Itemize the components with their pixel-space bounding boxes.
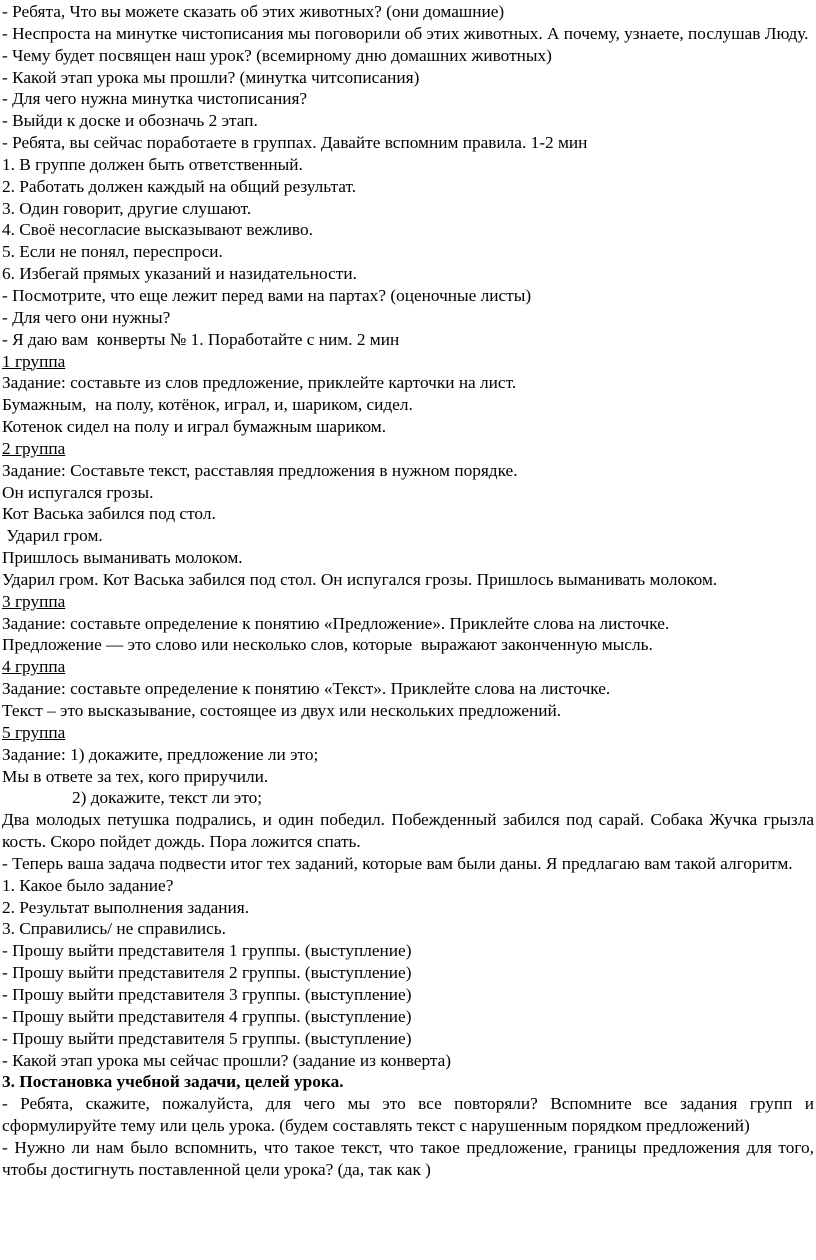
text-line: Ударил гром. Кот Васька забился под стол. Он испугался грозы. Пришлось выманивать молоком. <box>2 569 718 589</box>
text-paragraph: - Ребята, скажите, пожалуйста, для чего мы это все повторяли? Вспомните все задания групп и сформулируйте тему или цель урока. (будем составлять текст с нарушенным порядком предложений) <box>2 1094 814 1136</box>
algorithm-item: 3. Справились/ не справились. <box>2 919 226 939</box>
algorithm-item: 2. Результат выполнения задания. <box>2 897 250 917</box>
text-line: Ударил гром. <box>2 526 103 546</box>
text-line: - Прошу выйти представителя 4 группы. (выступление) <box>2 1006 412 1026</box>
text-line: Предложение — это слово или несколько слов, которые выражают законченную мысль. <box>2 635 653 655</box>
text-line: Мы в ответе за тех, кого приручили. <box>2 766 269 786</box>
task-line: Задание: Составьте текст, расставляя предложения в нужном порядке. <box>2 460 518 480</box>
text-line: - Прошу выйти представителя 3 группы. (выступление) <box>2 984 412 1004</box>
text-line: - Какой этап урока мы прошли? (минутка читсописания) <box>2 67 420 87</box>
text-line: - Прошу выйти представителя 1 группы. (выступление) <box>2 941 412 961</box>
text-line: Текст – это высказывание, состоящее из двух или нескольких предложений. <box>2 701 562 720</box>
rule-item: 4. Своё несогласие высказывают вежливо. <box>2 220 313 240</box>
algorithm-item: 1. Какое было задание? <box>2 875 174 895</box>
task-line: Задание: составьте определение к понятию «Предложение». Приклейте слова на листочке. <box>2 613 670 633</box>
group-heading: 5 группа <box>2 722 66 742</box>
text-line: Он испугался грозы. <box>2 482 154 502</box>
rule-item: 3. Один говорит, другие слушают. <box>2 198 252 218</box>
group-heading: 2 группа <box>2 438 66 458</box>
text-paragraph: Два молодых петушка подрались, и один победил. Побежденный забился под сарай. Собака Жучка грызла кость. Скоро пойдет дождь. Пора ложится спать. <box>2 810 814 852</box>
text-line: - Я даю вам конверты № 1. Поработайте с ним. 2 мин <box>2 329 400 349</box>
text-line: - Для чего нужна минутка чистописания? <box>2 89 308 109</box>
task-line: Задание: составьте из слов предложение, приклейте карточки на лист. <box>2 373 517 393</box>
task-line: Задание: составьте определение к понятию «Текст». Приклейте слова на листочке. <box>2 679 611 699</box>
rule-item: 6. Избегай прямых указаний и назидательности. <box>2 264 357 284</box>
text-line: - Прошу выйти представителя 2 группы. (выступление) <box>2 963 412 983</box>
rule-item: 5. Если не понял, переспроси. <box>2 242 223 262</box>
text-line: - Ребята, вы сейчас поработаете в группах. Давайте вспомним правила. 1-2 мин <box>2 133 588 153</box>
text-line: - Ребята, Что вы можете сказать об этих животных? (они домашние) <box>2 2 505 21</box>
rule-item: 1. В группе должен быть ответственный. <box>2 154 303 174</box>
task-line: 2) докажите, текст ли это; <box>72 788 263 808</box>
text-line: Бумажным, на полу, котёнок, играл, и, шариком, сидел. <box>2 395 413 415</box>
text-line: - Для чего они нужны? <box>2 307 171 327</box>
text-paragraph: - Неспроста на минутке чистописания мы поговорили об этих животных. А почему, узнаете, послушав Люду. <box>2 23 809 43</box>
rule-item: 2. Работать должен каждый на общий результат. <box>2 176 357 196</box>
group-heading: 1 группа <box>2 351 66 371</box>
text-line: - Какой этап урока мы сейчас прошли? (задание из конверта) <box>2 1050 452 1070</box>
text-line: - Выйди к доске и обозначь 2 этап. <box>2 111 258 131</box>
section-heading: 3. Постановка учебной задачи, целей урока. <box>2 1072 344 1092</box>
group-heading: 4 группа <box>2 657 66 677</box>
text-line: - Прошу выйти представителя 5 группы. (выступление) <box>2 1028 412 1048</box>
text-line: Пришлось выманивать молоком. <box>2 548 243 568</box>
task-line: Задание: 1) докажите, предложение ли это; <box>2 744 319 764</box>
text-paragraph: - Теперь ваша задача подвести итог тех заданий, которые вам были даны. Я предлагаю вам такой алгоритм. <box>2 853 793 873</box>
text-line: Котенок сидел на полу и играл бумажным шариком. <box>2 417 387 437</box>
text-paragraph: - Нужно ли нам было вспомнить, что такое текст, что такое предложение, границы предложения для того, чтобы достигнуть поставленной цели урока? (да, так как ) <box>2 1137 814 1179</box>
group-heading: 3 группа <box>2 591 66 611</box>
text-line: Кот Васька забился под стол. <box>2 504 216 524</box>
text-line: - Посмотрите, что еще лежит перед вами на партах? (оценочные листы) <box>2 285 532 305</box>
text-line: - Чему будет посвящен наш урок? (всемирному дню домашних животных) <box>2 45 552 65</box>
